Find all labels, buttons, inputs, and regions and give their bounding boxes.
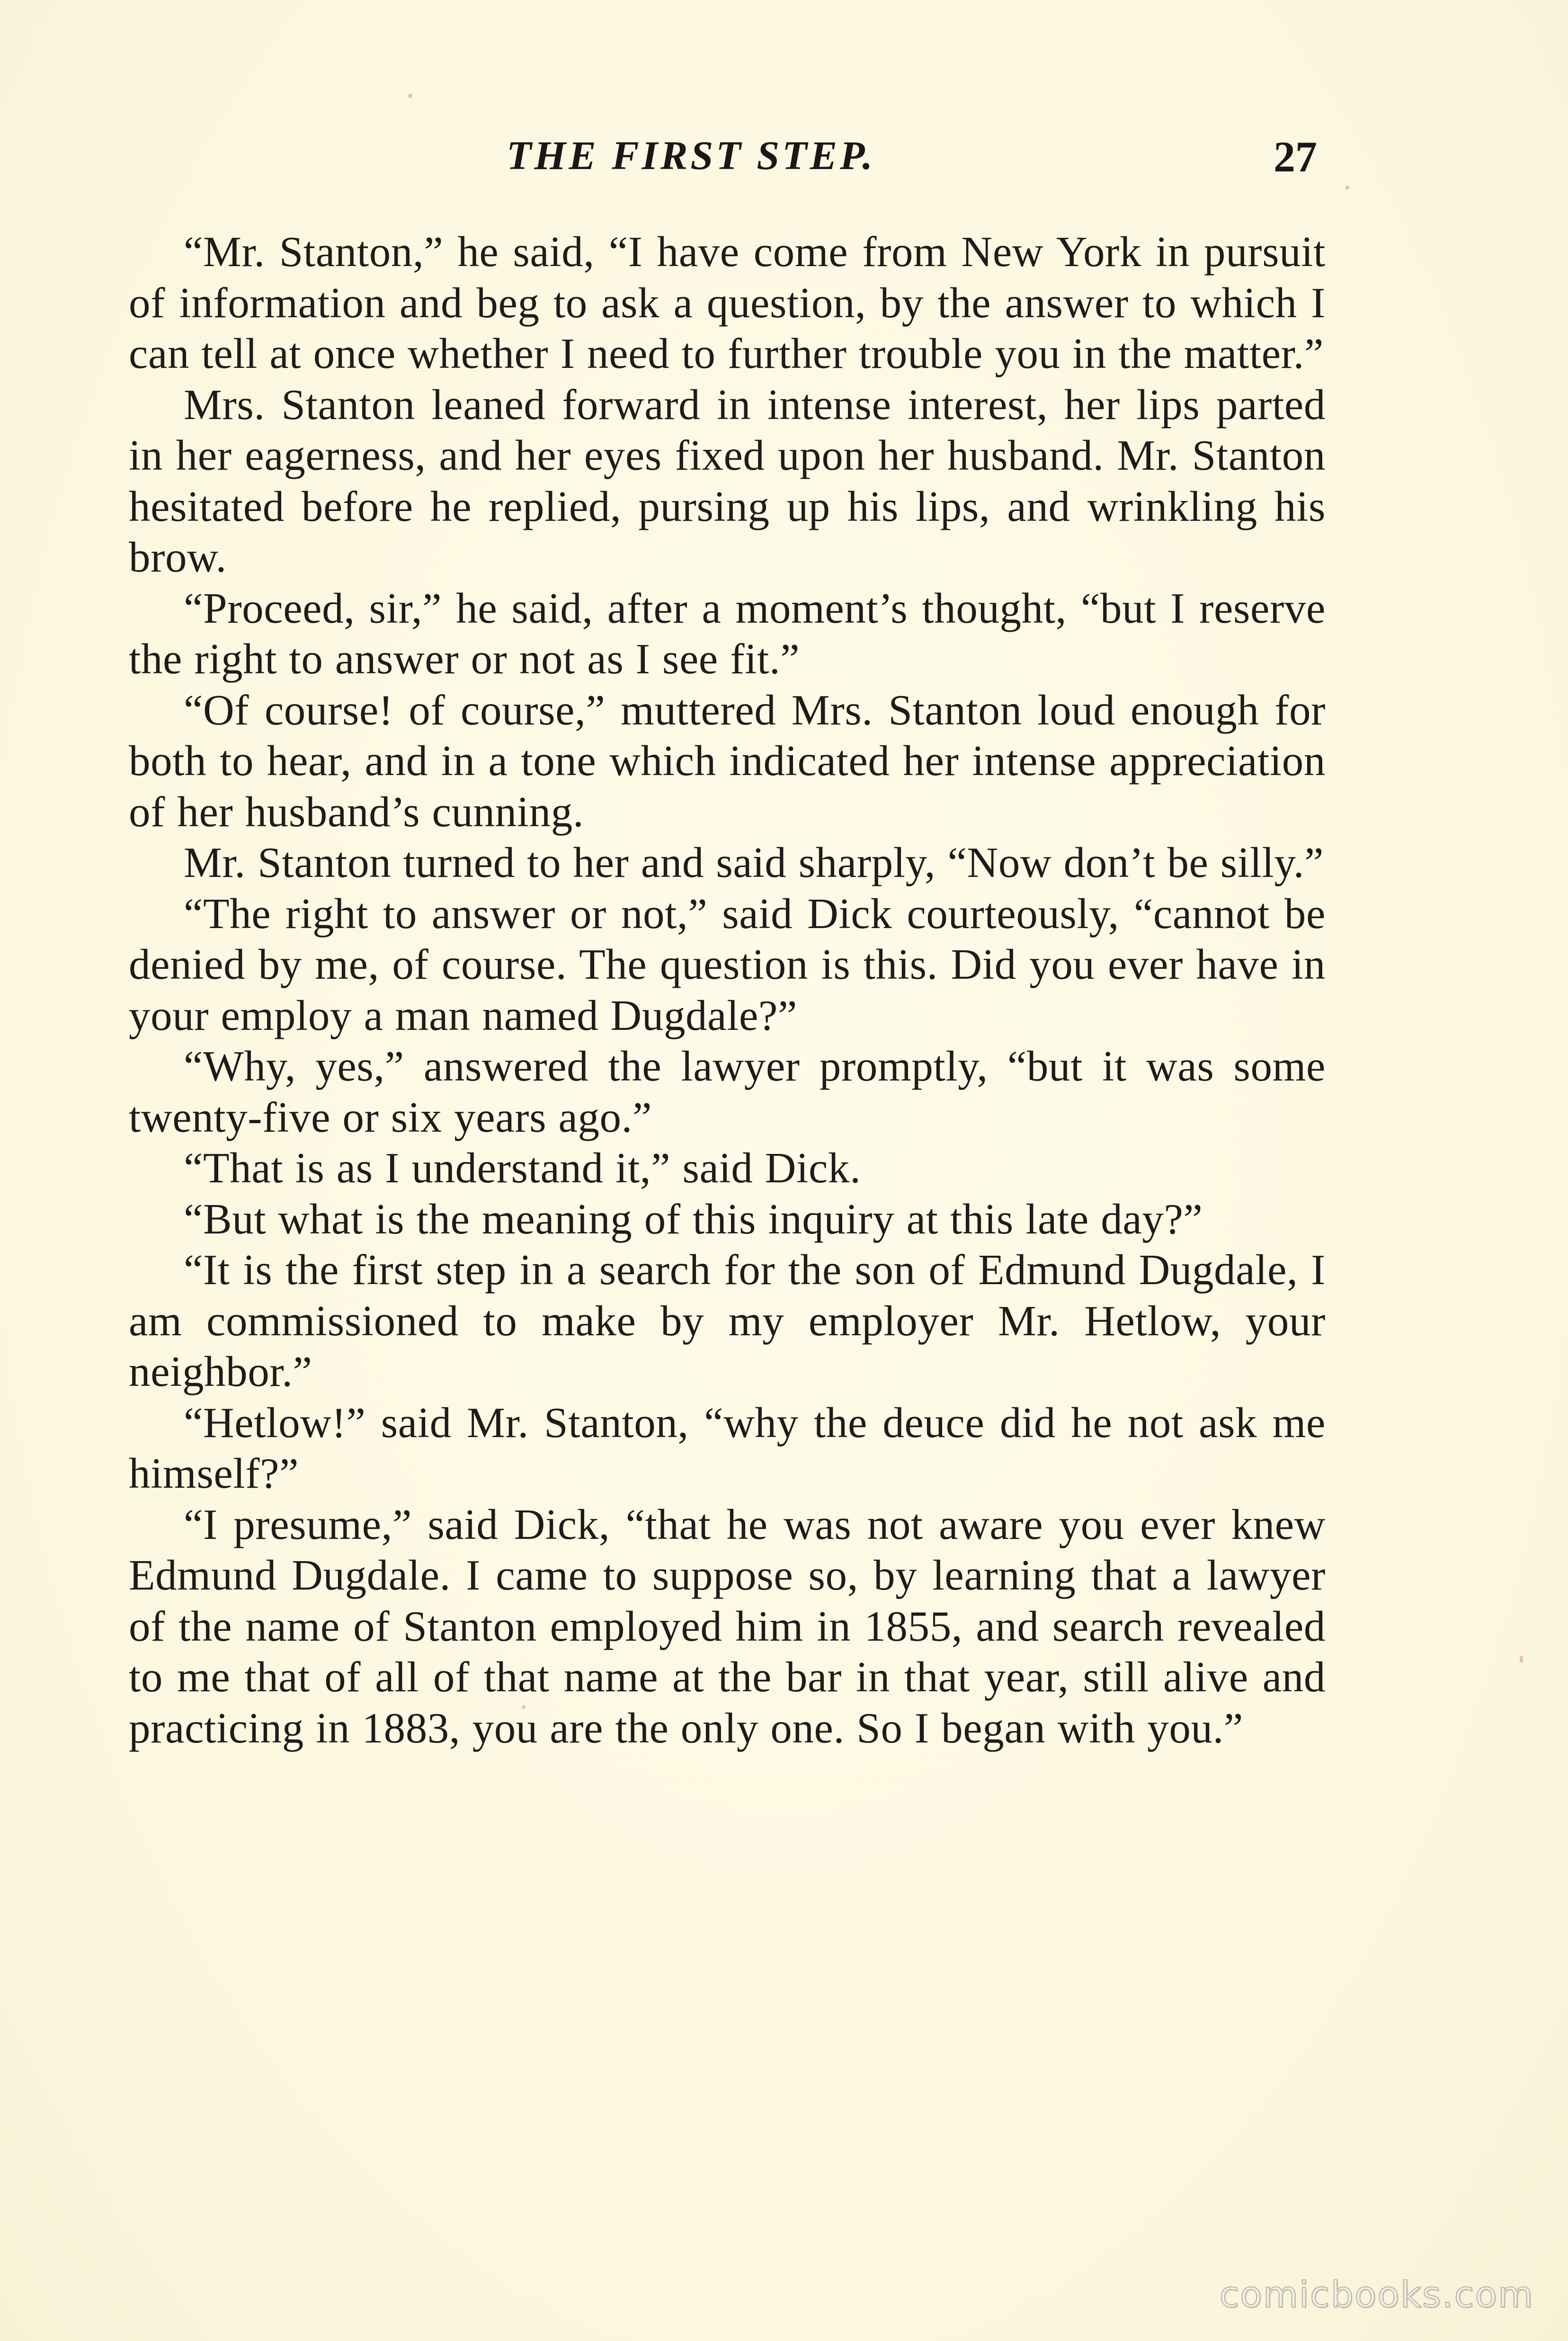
paragraph: “Of course! of course,” muttered Mrs. Stanton loud enough for both to hear, and in a tone which indicated her intense appreciation of her husband’s cunning. xyxy=(129,686,1326,836)
paragraph: “The right to answer or not,” said Dick courteously, “cannot be denied by me, of course. The question is this. Did you ever have in your employ a man named Dugdale?” xyxy=(129,889,1326,1039)
paragraph: “Mr. Stanton,” he said, “I have come from New York in pursuit of information and beg to ask a question, by the answer to which I can tell at once whether I need to further trouble you in the matter.” xyxy=(129,228,1326,377)
paragraph: “Why, yes,” answered the lawyer promptly, “but it was some twenty-five or six years ago.” xyxy=(129,1042,1326,1141)
running-title: THE FIRST STEP. xyxy=(507,133,876,178)
paper-speck xyxy=(408,94,412,98)
page-number: 27 xyxy=(1274,133,1317,181)
paragraph: “But what is the meaning of this inquiry at this late day?” xyxy=(184,1195,1203,1243)
paragraph: “Proceed, sir,” he said, after a moment’s thought, “but I reserve the right to answer or not as I see fit.” xyxy=(129,584,1326,683)
paragraph: “I presume,” said Dick, “that he was not aware you ever knew Edmund Dugdale. I came to suppose so, by learning that a lawyer of the name of Stanton employed him in 1855, and search revealed to me that of all of that name at the bar in that year, still alive and practicing in 1883, you are the only one. So I began with you.” xyxy=(129,1500,1326,1752)
paper-speck xyxy=(1520,1655,1523,1663)
paragraph: Mrs. Stanton leaned forward in intense interest, her lips parted in her eagerness, and her eyes fixed upon her husband. Mr. Stanton hesitated before he replied, pursing up his lips, and wrinkling his brow. xyxy=(129,380,1326,581)
watermark: comicbooks.com xyxy=(1219,2273,1534,2315)
body-text xyxy=(129,226,1326,1753)
paragraph: Mr. Stanton turned to her and said sharply, “Now don’t be silly.” xyxy=(184,839,1324,886)
paragraph: “Hetlow!” said Mr. Stanton, “why the deuce did he not ask me himself?” xyxy=(129,1398,1326,1497)
paragraph: “It is the first step in a search for the son of Edmund Dugdale, I am commissioned to make by my employer Mr. Hetlow, your neighbor.” xyxy=(129,1246,1326,1395)
paragraph: “That is as I understand it,” said Dick. xyxy=(184,1144,861,1192)
running-head xyxy=(0,132,1568,184)
paper-speck xyxy=(1345,186,1349,189)
